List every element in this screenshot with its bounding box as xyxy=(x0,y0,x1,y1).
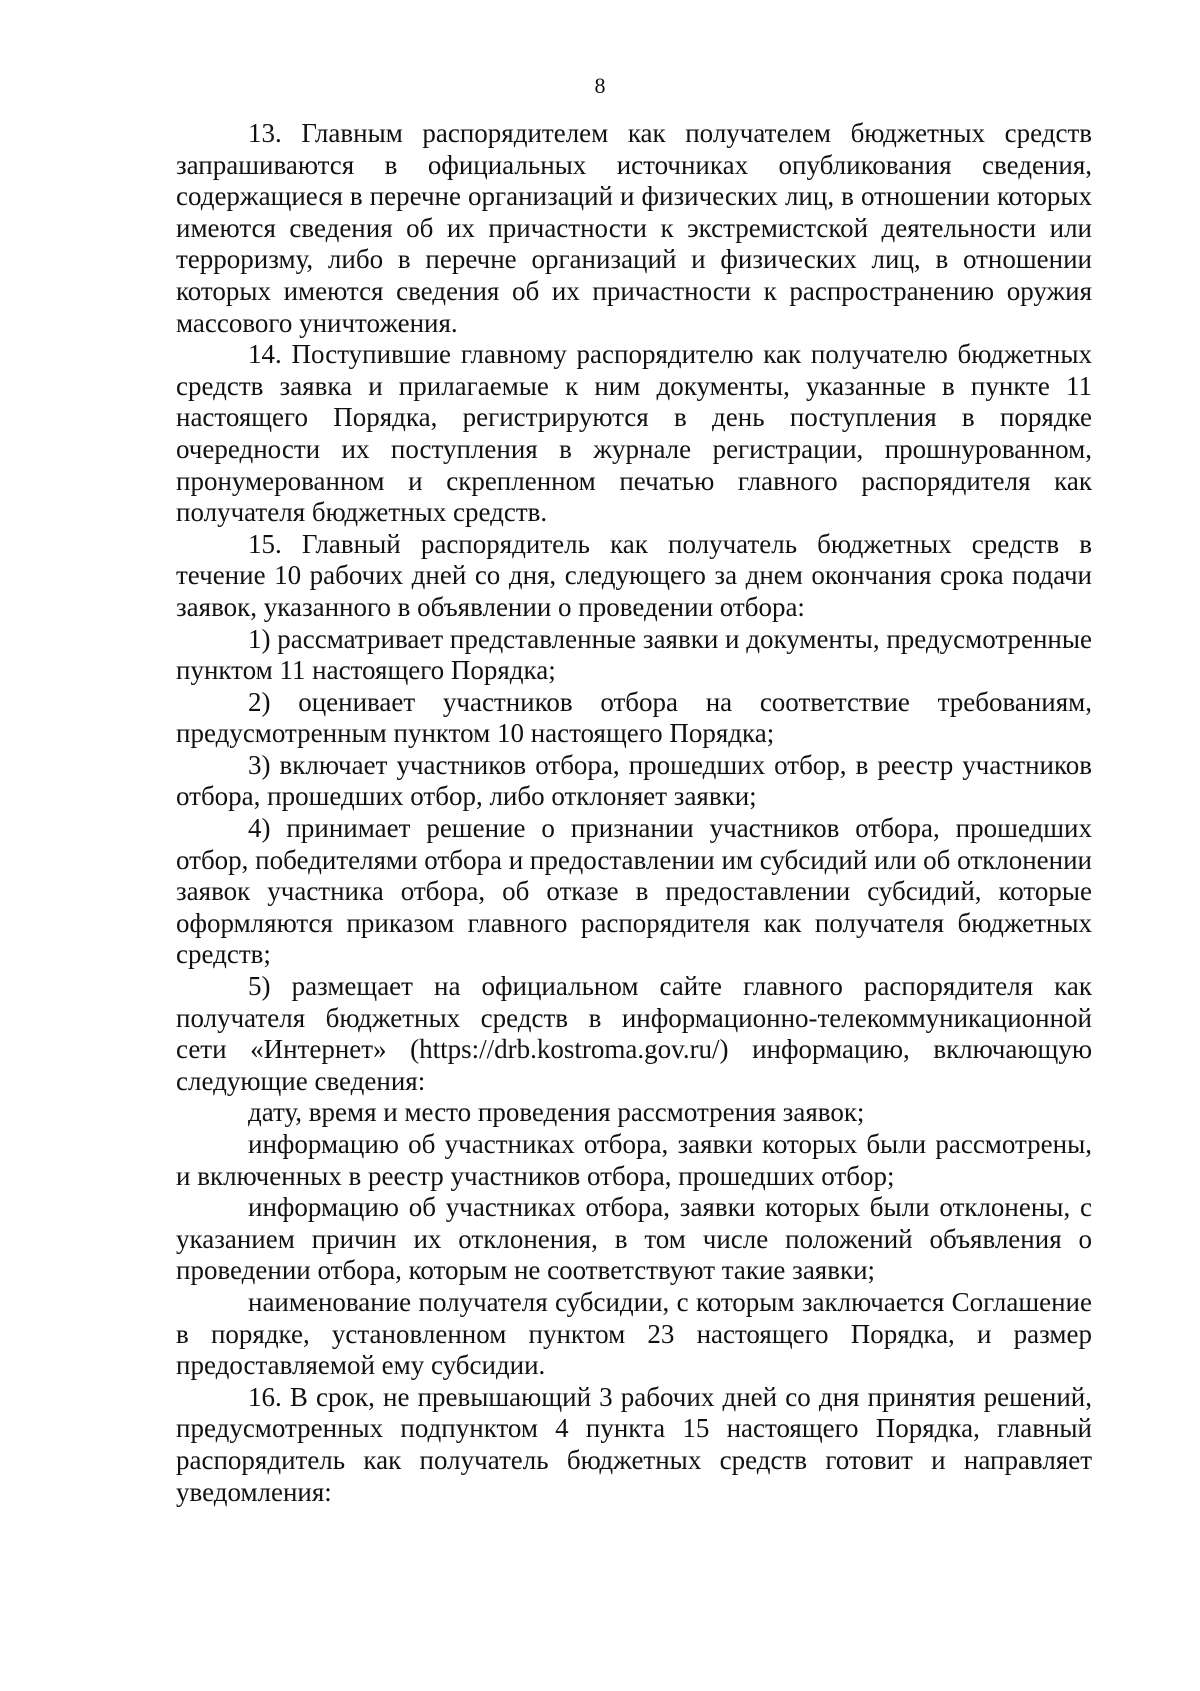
paragraph-15-item-5-reviewed: информацию об участниках отбора, заявки которых были рассмотрены, и включенных в реестр участников отбора, прошедших отбор; xyxy=(176,1129,1092,1191)
paragraph-15-item-5-rejected: информацию об участниках отбора, заявки которых были отклонены, с указанием причин их отклонения, в том числе положений объявления о проведении отбора, которым не соответствуют такие заявки; xyxy=(176,1192,1092,1286)
paragraph-15-item-5-date: дату, время и место проведения рассмотрения заявок; xyxy=(248,1097,865,1128)
paragraph-15-item-4: 4) принимает решение о признании участников отбора, прошедших отбор, победителями отбора и предоставлении им субсидий или об отклонении заявок участника отбора, об отказе в предоставлении субсидий, которые оформляются приказом главного распорядителя как получателя бюджетных средств; xyxy=(176,813,1092,970)
paragraph-16: 16. В срок, не превышающий 3 рабочих дней со дня принятия решений, предусмотренных подпунктом 4 пункта 15 настоящего Порядка, главный распорядитель как получатель бюджетных средств готовит и направляет уведомления: xyxy=(176,1381,1092,1507)
paragraph-15-item-5-recipient: наименование получателя субсидии, с которым заключается Соглашение в порядке, установленном пунктом 23 настоящего Порядка, и размер предоставляемой ему субсидии. xyxy=(176,1286,1092,1381)
paragraph-15-item-3: 3) включает участников отбора, прошедших отбор, в реестр участников отбора, прошедших отбор, либо отклоняет заявки; xyxy=(176,749,1092,812)
paragraph-13: 13. Главным распорядителем как получателем бюджетных средств запрашиваются в официальных источниках опубликования сведения, содержащиеся в перечне организаций и физических лиц, в отношении которых имеются сведения об их причастности к экстремистской деятельности или терроризму, либо в перечне организаций и физических лиц, в отношении которых имеются сведения об их причастности к распространению оружия массового уничтожения. xyxy=(176,118,1092,338)
paragraph-15-item-2: 2) оценивает участников отбора на соответствие требованиям, предусмотренным пунктом 10 настоящего Порядка; xyxy=(176,686,1092,749)
page-number: 8 xyxy=(594,73,606,98)
paragraph-15-item-1: 1) рассматривает представленные заявки и документы, предусмотренные пунктом 11 настоящего Порядка; xyxy=(176,623,1092,686)
paragraph-15: 15. Главный распорядитель как получатель бюджетных средств в течение 10 рабочих дней со дня, следующего за днем окончания срока подачи заявок, указанного в объявлении о проведении отбора: xyxy=(176,528,1092,622)
document-body xyxy=(176,118,1092,1508)
paragraph-15-item-5: 5) размещает на официальном сайте главного распорядителя как получателя бюджетных средств в информационно-телекоммуникационной сети «Интернет» (https://drb.kostroma.gov.ru/) информацию, включающую следующие сведения: xyxy=(176,971,1092,1096)
paragraph-14: 14. Поступившие главному распорядителю как получателю бюджетных средств заявка и прилагаемые к ним документы, указанные в пункте 11 настоящего Порядка, регистрируются в день поступления в порядке очередности их поступления в журнале регистрации, прошнурованном, пронумерованном и скрепленном печатью главного распорядителя как получателя бюджетных средств. xyxy=(176,339,1092,528)
